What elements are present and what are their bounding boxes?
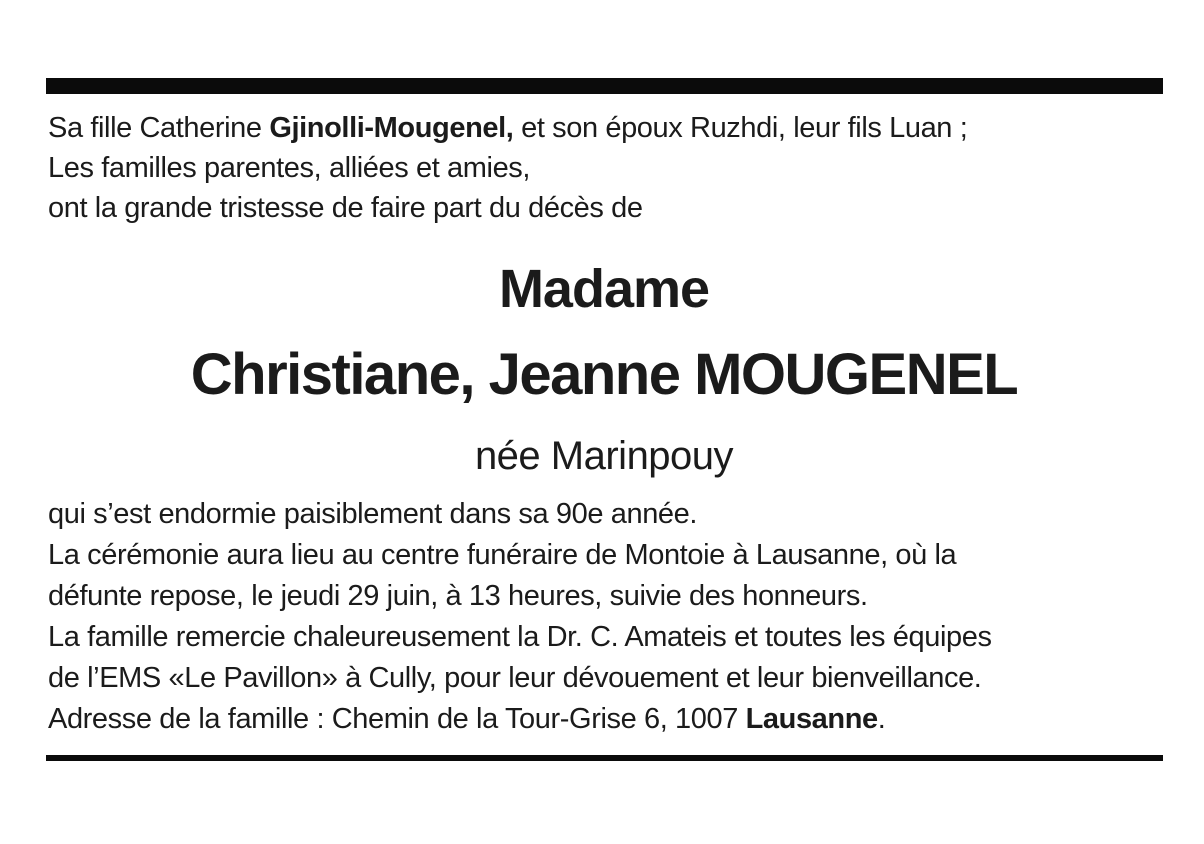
intro-line-2: Les familles parentes, alliées et amies,: [48, 152, 531, 184]
body-line-1: qui s’est endormie paisiblement dans sa 90e année.: [48, 498, 698, 530]
intro-line-1-bold: Gjinolli-Mougenel,: [269, 112, 514, 144]
body-line-5: de l’EMS «Le Pavillon» à Cully, pour leur dévouement et leur bienveillance.: [48, 662, 982, 694]
body-line-3: défunte repose, le jeudi 29 juin, à 13 heures, suivie des honneurs.: [48, 580, 868, 612]
intro-paragraph: [48, 108, 1160, 228]
top-rule: [46, 78, 1163, 94]
intro-line-1-post: et son époux Ruzhdi, leur fils Luan ;: [513, 112, 968, 144]
address-bold: Lausanne: [745, 703, 878, 735]
bottom-rule: [46, 755, 1163, 761]
deceased-name: Christiane, Jeanne MOUGENEL: [190, 342, 1018, 407]
body-line-4: La famille remercie chaleureusement la Dr. C. Amateis et toutes les équipes: [48, 621, 992, 653]
intro-line-1: [48, 108, 1160, 148]
body-line-2: La cérémonie aura lieu au centre funéraire de Montoie à Lausanne, où la: [48, 539, 957, 571]
address-pre: Adresse de la famille : Chemin de la Tour-Grise 6, 1007: [48, 703, 746, 735]
maiden-name: née Marinpouy: [474, 434, 734, 478]
intro-line-3: ont la grande tristesse de faire part du décès de: [48, 192, 643, 224]
deceased-title: Madame: [498, 259, 710, 319]
family-address-line: [48, 699, 1160, 740]
notice-content: [48, 108, 1160, 740]
intro-line-1-pre: Sa fille Catherine: [48, 112, 270, 144]
address-post: .: [877, 703, 886, 735]
body-paragraph: [48, 494, 1160, 740]
